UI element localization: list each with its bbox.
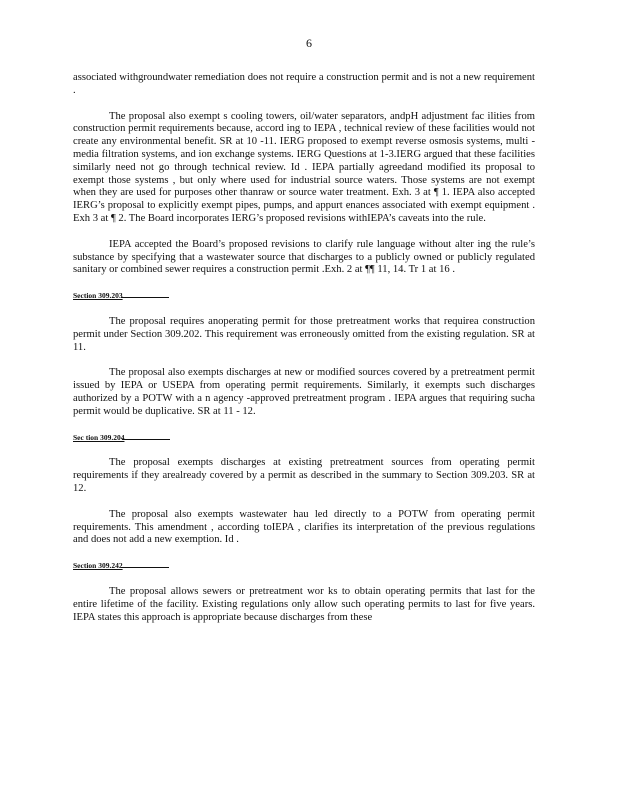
section-heading-309-203: Section 309.203 xyxy=(73,290,535,303)
paragraph-exemptions: The proposal also exempt s cooling towers, oil/water separators, andpH adjustment fac ilities from construction permit requirements because, accord ing to IEPA , technical review of these facilities would not create any environmental benefit. SR at 10 -11. IERG proposed to exempt reverse osmosis systems, multi -media filtration systems, and ion exchange systems. IERG Questions at 1-3.IERG argued that these facilities similarly need not go through technical review. Id . IEPA partially agreedand modified its proposal to exempt those systems , but only where used for industrial source waters. Those systems are not exempt when they are used for purposes other thanraw or source water treatment. Exh. 3 at ¶ 1. IEPA also accepted IERG’s proposal to explicitly exempt pipes, pumps, and appurt enances associated with exempt equipment . Exh 3 at ¶ 2. The Board incorporates IERG’s proposed revisions withIEPA’s caveats into the rule. xyxy=(73,110,535,224)
paragraph-board-revisions: IEPA accepted the Board’s proposed revisions to clarify rule language without alter ing the rule’s substance by specifying that a wastewater source that discharges to a publicly owned or publicly regulated sanitary or combined sewer requires a construction permit .Exh. 2 at ¶¶ 11, 14. Tr 1 at 16 . xyxy=(73,238,535,276)
paragraph-continuation: associated withgroundwater remediation does not require a construction permit and is not a new requirement . xyxy=(73,72,535,96)
section-heading-309-242: Section 309.242 xyxy=(73,560,535,573)
paragraph-lifetime-permits: The proposal allows sewers or pretreatment wor ks to obtain operating permits that last for the entire lifetime of the facility. Existing regulations only allow such operating permits to last for five years. IEPA states this approach is appropriate because discharges from these xyxy=(73,585,535,623)
paragraph-pretreatment-exemption: The proposal also exempts discharges at new or modified sources covered by a pretreatment permit issued by IEPA or USEPA from operating permit requirements. Similarly, it exempts such discharges authorized by a POTW with a n agency -approved pretreatment program . IEPA argues that requiring sucha permit would be duplicative. SR at 11 - 12. xyxy=(73,367,535,417)
paragraph-operating-permit: The proposal requires anoperating permit for those pretreatment works that requirea construction permit under Section 309.202. This requirement was erroneously omitted from the existing regulation. SR at 11. xyxy=(73,315,535,353)
page-number: 6 xyxy=(306,36,312,50)
section-heading-309-204: Sec tion 309.204 xyxy=(73,432,535,445)
page-body xyxy=(73,72,535,637)
paragraph-hauled-wastewater: The proposal also exempts wastewater hau led directly to a POTW from operating permit requirements. This amendment , according toIEPA , clarifies its interpretation of the previous regulations and does not add a new exemption. Id . xyxy=(73,508,535,546)
paragraph-existing-sources: The proposal exempts discharges at existing pretreatment sources from operating permit requirements if they arealready covered by a permit as described in the summary to Section 309.203. SR at 12. xyxy=(73,457,535,494)
